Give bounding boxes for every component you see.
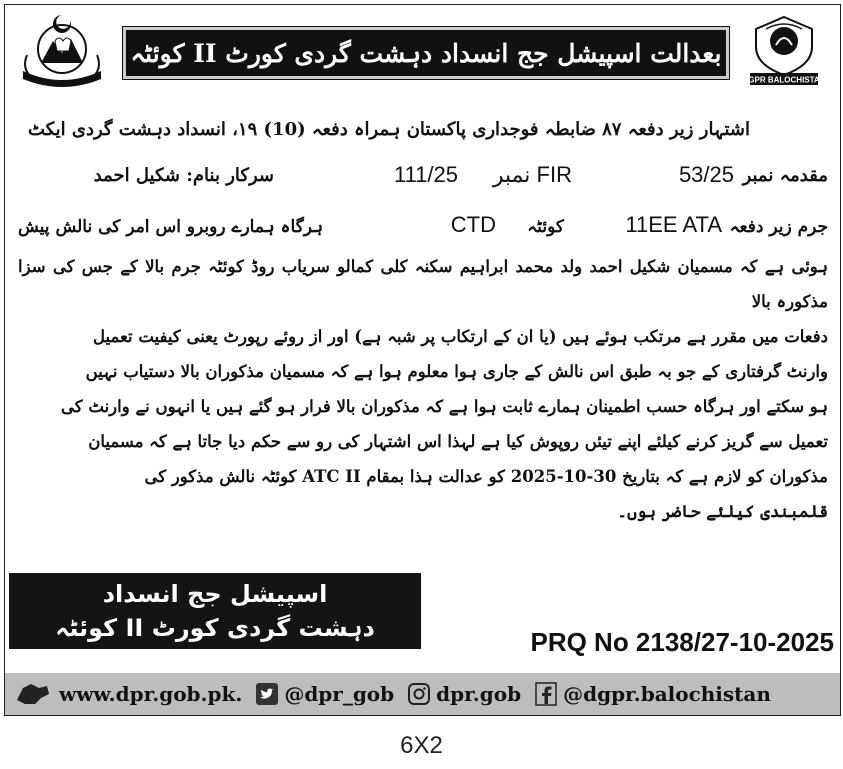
facebook-handle: @dgpr.balochistan <box>563 682 771 706</box>
ad-size-label: 6X2 <box>400 732 443 759</box>
press-notice <box>4 4 841 716</box>
body-line: تعمیل سے گریز کرنے کیلئے اپنے تیئں روپوش کیا ہے لہذا اس اشتہار کی رو سے حکم دیا جاتا ہے کہ مسمیان <box>88 432 828 451</box>
police-station: CTD <box>450 212 496 237</box>
prq-number: PRQ No 2138/27-10-2025 <box>530 627 834 657</box>
case-parties: سرکار بنام: شکیل احمد <box>93 165 274 186</box>
body-line: ہوئی ہے کہ مسمیان شکیل احمد ولد محمد ابراہیم سکنہ کلی کمالو سریاب روڈ کوئٹہ جرم بالا کے جس کی سزا مذکورہ بالا <box>18 257 828 311</box>
charge-sections: 11EE ATA <box>625 212 722 237</box>
fir-number: 111/25 <box>393 162 458 187</box>
body-line: ہو سکتے اور ہرگاہ حسب اطمینان ہمارے ثابت ہوا ہے کہ مذکوران بالا فرار ہو گئے ہیں یا انہوں نے وارنٹ کی <box>61 397 828 416</box>
twitter-handle: @dpr_gob <box>284 682 395 706</box>
court-title-bar <box>123 27 729 79</box>
charge-label: جرم زیر دفعہ <box>729 217 828 237</box>
fir-label: نمبر FIR <box>492 162 572 187</box>
notice-subtitle: اشتہار زیر دفعہ ۸۷ ضابطہ فوجداری پاکستان ہمراہ دفعہ (10) ۱۹، انسداد دہشت گردی ایکٹ <box>27 119 750 140</box>
case-label: مقدمہ نمبر <box>742 165 828 186</box>
charge-row <box>18 212 828 247</box>
footer-website[interactable] <box>13 680 242 708</box>
dgpr-logo-caption: DGPR BALOCHISTAN <box>742 75 826 85</box>
case-number: 53/25 <box>678 162 734 187</box>
judge-signature-box <box>9 573 421 649</box>
body-line: وارنٹ گرفتاری کے جو بہ طبق اس نالش کے جاری ہوا معلوم ہوا ہے کہ مسمیان مذکوران بالا دستیاب نہیں <box>85 362 828 381</box>
footer-twitter[interactable] <box>256 682 394 706</box>
body-line: قلمبندی کیلئے حاضر ہوں۔ <box>617 502 828 521</box>
body-line: مذکوران کو لازم ہے کہ بتاریخ 30-10-2025 کو عدالت ہذا بمقام ATC II کوئٹہ نالش مذکور کی <box>144 467 828 486</box>
facebook-icon <box>535 682 557 706</box>
website-text: www.dpr.gob.pk. <box>59 682 243 706</box>
signature-line-1: اسپیشل جج انسداد <box>102 580 328 608</box>
instagram-handle: dpr.gob <box>436 682 522 706</box>
footer-instagram[interactable] <box>408 682 521 706</box>
signature-line-2: دہشت گردی کورٹ II کوئٹہ <box>55 614 375 642</box>
charge-city: کوئٹہ <box>527 217 564 237</box>
notice-body <box>18 249 828 529</box>
charge-tail: ہرگاہ ہمارے روبرو اس امر کی نالش پیش <box>18 217 324 237</box>
footer-facebook[interactable] <box>535 682 771 706</box>
body-line: دفعات میں مقرر ہے مرتکب ہوئے ہیں (یا ان کے ارتکاب پر شبہ ہے) اور از روئے رپورٹ یعنی کیفیت تعمیل <box>93 327 828 346</box>
instagram-icon <box>408 683 430 705</box>
balochistan-govt-logo <box>17 11 107 89</box>
dgpr-logo <box>736 11 832 89</box>
pakistan-map-icon <box>13 680 53 708</box>
footer-bar <box>5 673 840 715</box>
twitter-icon <box>256 683 278 705</box>
court-title: بعدالت اسپیشل جج انسداد دہشت گردی کورٹ II کوئٹہ <box>130 38 722 68</box>
